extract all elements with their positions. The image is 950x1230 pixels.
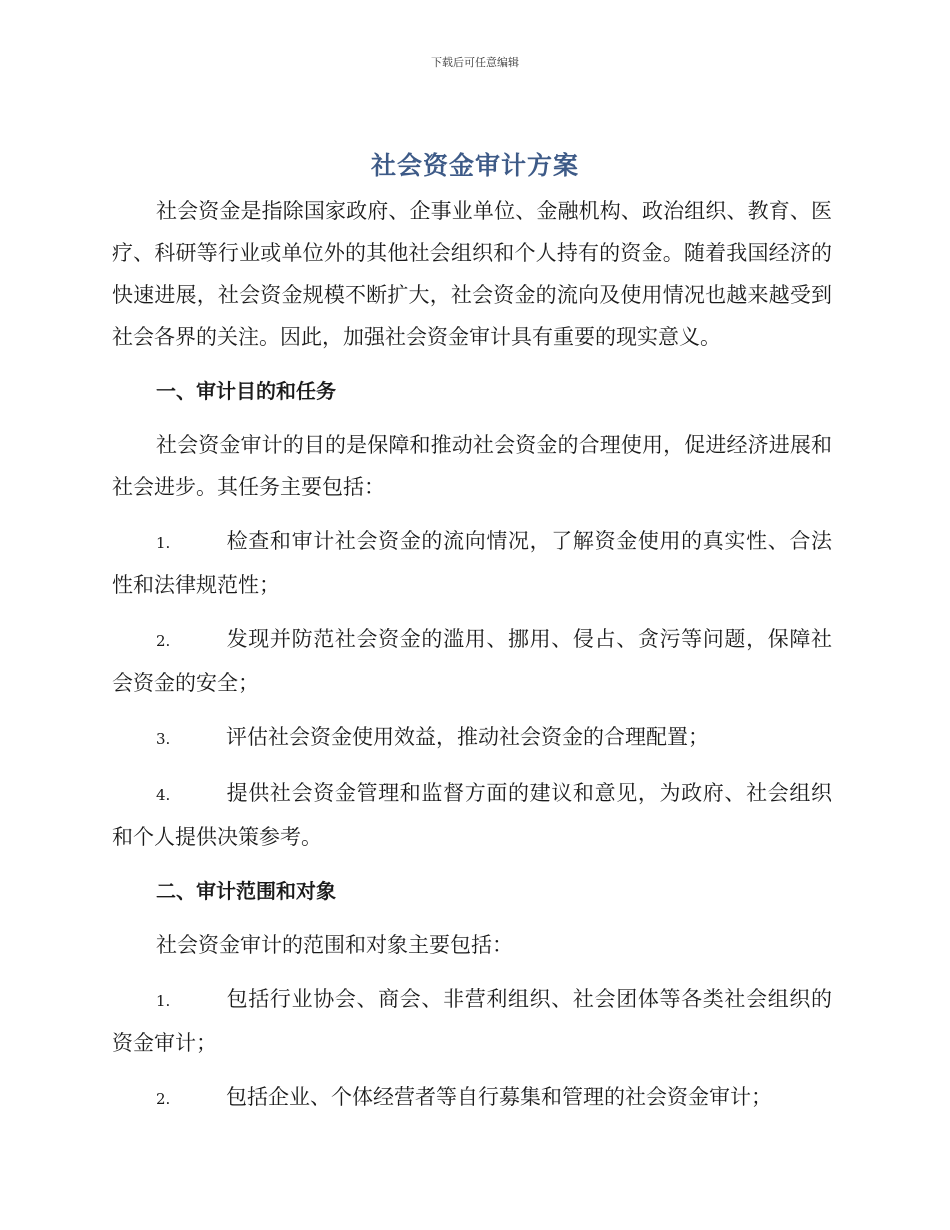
list-item	[112, 978, 832, 1064]
list-item	[112, 520, 832, 606]
list-number: 2.	[156, 1090, 171, 1108]
list-text: 发现并防范社会资金的滥用、挪用、侵占、贪污等问题，保障社会资金的安全；	[112, 627, 832, 695]
list-number: 3.	[156, 730, 171, 748]
section1-intro: 社会资金审计的目的是保障和推动社会资金的合理使用，促进经济进展和社会进步。其任务主要包括：	[112, 433, 832, 499]
list-number: 2.	[156, 632, 171, 650]
section-heading-2: 二、审计范围和对象	[156, 879, 336, 903]
section-heading-1: 一、审计目的和任务	[156, 379, 336, 403]
list-text: 包括企业、个体经营者等自行募集和管理的社会资金审计；	[226, 1085, 772, 1109]
section2-intro: 社会资金审计的范围和对象主要包括：	[156, 933, 513, 957]
list-number: 1.	[156, 534, 171, 552]
list-item	[112, 1076, 832, 1120]
list-item	[112, 618, 832, 704]
header-note: 下载后可任意编辑	[431, 56, 519, 69]
list-text: 评估社会资金使用效益，推动社会资金的合理配置；	[226, 725, 709, 749]
list-item	[112, 772, 832, 858]
document-body	[112, 190, 832, 1120]
document-title: 社会资金审计方案	[370, 151, 579, 180]
intro-paragraph: 社会资金是指除国家政府、企事业单位、金融机构、政治组织、教育、医疗、科研等行业或单位外的其他社会组织和个人持有的资金。随着我国经济的快速进展，社会资金规模不断扩大，社会资金的流向及使用情况也越来越受到社会各界的关注。因此，加强社会资金审计具有重要的现实意义。	[112, 199, 832, 349]
list-item	[112, 716, 832, 760]
list-text: 提供社会资金管理和监督方面的建议和意见，为政府、社会组织和个人提供决策参考。	[112, 781, 832, 849]
list-text: 包括行业协会、商会、非营利组织、社会团体等各类社会组织的资金审计；	[112, 987, 832, 1055]
list-number: 1.	[156, 992, 171, 1010]
list-number: 4.	[156, 786, 171, 804]
list-text: 检查和审计社会资金的流向情况，了解资金使用的真实性、合法性和法律规范性；	[112, 529, 832, 597]
